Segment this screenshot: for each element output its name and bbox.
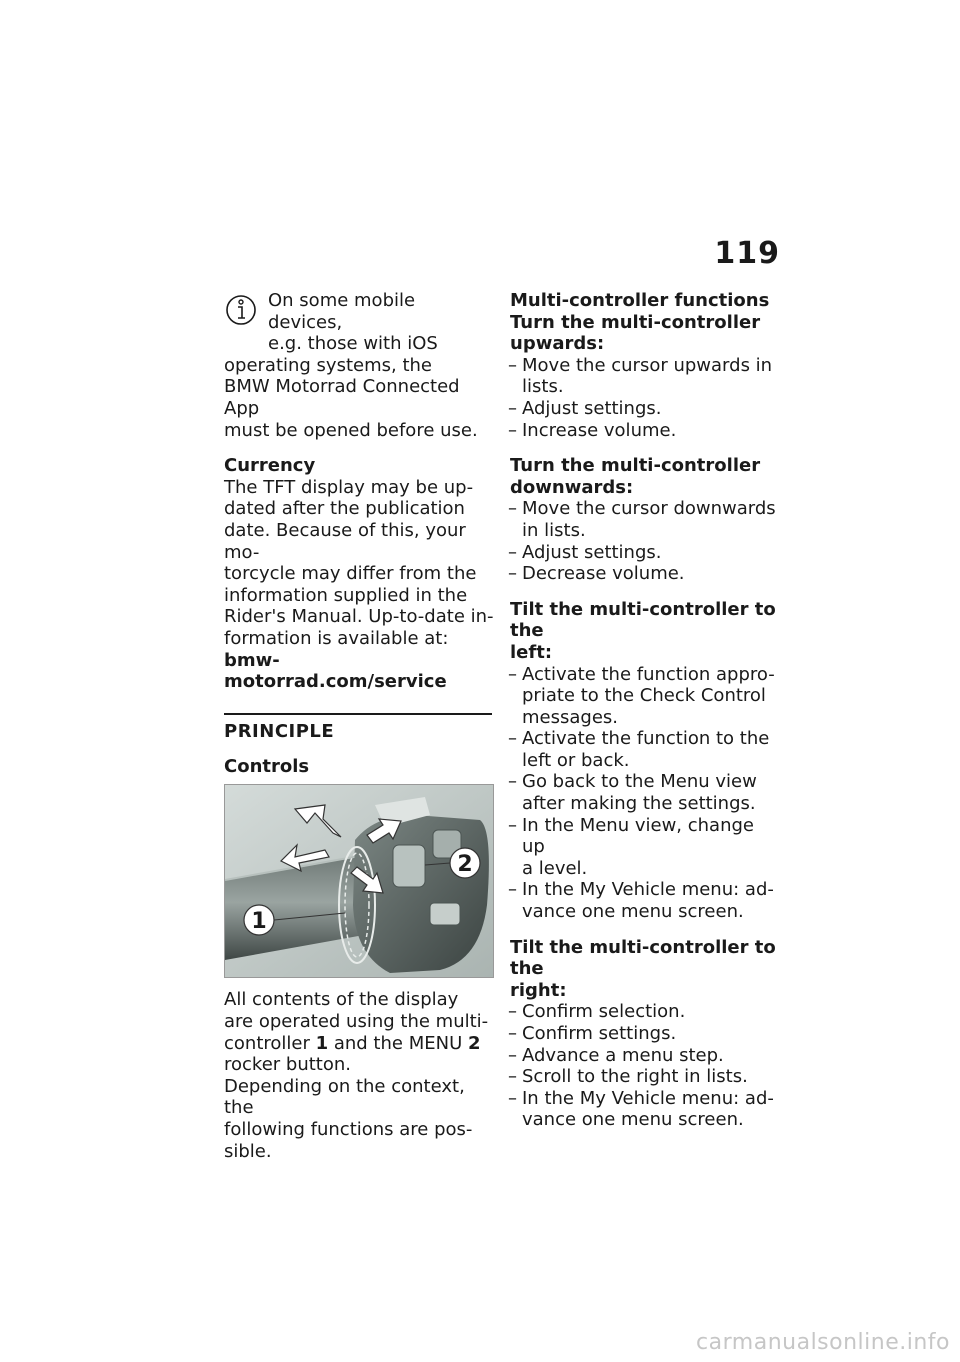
list-item-line: – Go back to the Menu view [522, 771, 757, 793]
list-item [510, 498, 780, 541]
list-item-line: – Move the cursor downwards [522, 498, 776, 520]
function-list [510, 498, 780, 584]
info-icon [224, 293, 258, 329]
list-item [510, 1088, 780, 1131]
multi-controller-figure [224, 784, 494, 978]
list-item-line: – Move the cursor upwards in [522, 354, 773, 376]
list-item [510, 542, 780, 564]
list-item [510, 728, 780, 771]
list-item-line: vance one menu screen. [522, 1109, 744, 1131]
list-item-line: left or back. [522, 749, 630, 771]
list-item [510, 815, 780, 880]
function-list [510, 664, 780, 923]
left-column [224, 290, 494, 1162]
list-item-line: in lists. [522, 519, 586, 541]
text-line: Rider's Manual. Up-to-date in- [224, 606, 494, 628]
group-heading-line: right: [510, 979, 567, 1001]
list-item-line: lists. [522, 376, 564, 398]
figure-label-1: 1 [251, 908, 267, 934]
currency-heading: Currency [224, 455, 316, 477]
watermark: carmanualsonline.info [696, 1330, 950, 1355]
info-note [224, 290, 494, 441]
functions-title: Multi-controller functions [510, 290, 770, 311]
list-item-line: – Increase volume. [522, 419, 677, 441]
text-line: information supplied in the [224, 584, 468, 606]
function-group [510, 599, 780, 923]
list-item-line: – Decrease volume. [522, 563, 685, 585]
note-line: e.g. those with iOS [268, 333, 438, 355]
text-line [224, 1033, 494, 1055]
list-item [510, 355, 780, 398]
list-item-line: – In the My Vehicle menu: ad- [522, 1087, 774, 1109]
text-line: torcycle may differ from the [224, 563, 477, 585]
list-item [510, 879, 780, 922]
group-heading-line: Turn the multi-controller [510, 311, 761, 333]
page-number: 119 [714, 236, 780, 271]
function-groups [510, 312, 780, 1131]
list-item [510, 1045, 780, 1067]
list-item [510, 420, 780, 442]
figure-label-2: 2 [457, 851, 473, 877]
list-item-line: – In the Menu view, change up [522, 814, 754, 858]
text-line: are operated using the multi- [224, 1011, 489, 1033]
group-heading-line: Turn the multi-controller [510, 455, 761, 477]
list-item-line: vance one menu screen. [522, 901, 744, 923]
text-line: All contents of the display [224, 989, 459, 1011]
list-item-line: a level. [522, 857, 588, 879]
list-item-line: – Activate the function to the [522, 728, 770, 750]
ref-number-2: 2 [467, 1032, 481, 1054]
list-item [510, 563, 780, 585]
text-line: rocker button. [224, 1054, 351, 1076]
text-line: formation is available at: [224, 627, 449, 649]
list-item [510, 664, 780, 729]
note-line: BMW Motorrad Connected App [224, 376, 460, 419]
text-line: sible. [224, 1140, 272, 1162]
list-item-line: – Confirm settings. [522, 1023, 677, 1044]
text-fragment: controller [224, 1032, 316, 1054]
text-line: Depending on the context, the [224, 1075, 465, 1119]
service-url[interactable]: bmw-motorrad.com/service [224, 649, 447, 693]
text-line: date. Because of this, your mo- [224, 519, 466, 563]
list-item-line: – Adjust settings. [522, 541, 662, 563]
controls-heading: Controls [224, 756, 310, 778]
list-item-line: – Confirm selection. [522, 1001, 686, 1023]
function-group [510, 455, 780, 585]
note-line: On some mobile devices, [268, 290, 416, 333]
ref-number-1: 1 [315, 1032, 329, 1054]
note-line: operating systems, the [224, 354, 432, 376]
text-line: following functions are pos- [224, 1119, 473, 1141]
list-item-line: – In the My Vehicle menu: ad- [522, 879, 774, 901]
list-item-line: messages. [522, 706, 618, 728]
list-item-line: – Scroll to the right in lists. [522, 1066, 748, 1088]
list-item-line: – Activate the function appro- [522, 663, 775, 685]
list-item-line: – Advance a menu step. [522, 1044, 724, 1066]
text-fragment: and the MENU [328, 1032, 468, 1054]
function-list [510, 355, 780, 441]
group-heading-line: upwards: [510, 333, 605, 355]
list-item [510, 398, 780, 420]
list-item [510, 1001, 780, 1023]
function-group [510, 937, 780, 1131]
group-heading-line: downwards: [510, 476, 634, 498]
principle-title: PRINCIPLE [224, 720, 335, 742]
section-rule [224, 713, 492, 715]
function-list [510, 1001, 780, 1131]
list-item [510, 771, 780, 814]
currency-text [224, 477, 494, 693]
list-item-line: – Adjust settings. [522, 397, 662, 419]
group-heading-line: left: [510, 641, 553, 663]
list-item-line: priate to the Check Control [522, 685, 766, 707]
function-group [510, 312, 780, 442]
right-column [510, 290, 780, 1145]
text-line: The TFT display may be up- [224, 476, 474, 498]
list-item-line: after making the settings. [522, 793, 756, 815]
note-line: must be opened before use. [224, 419, 478, 441]
list-item [510, 1023, 780, 1045]
group-heading-line: Tilt the multi-controller to the [510, 936, 776, 980]
text-line: dated after the publication [224, 498, 465, 520]
list-item [510, 1066, 780, 1088]
group-heading-line: Tilt the multi-controller to the [510, 598, 776, 642]
